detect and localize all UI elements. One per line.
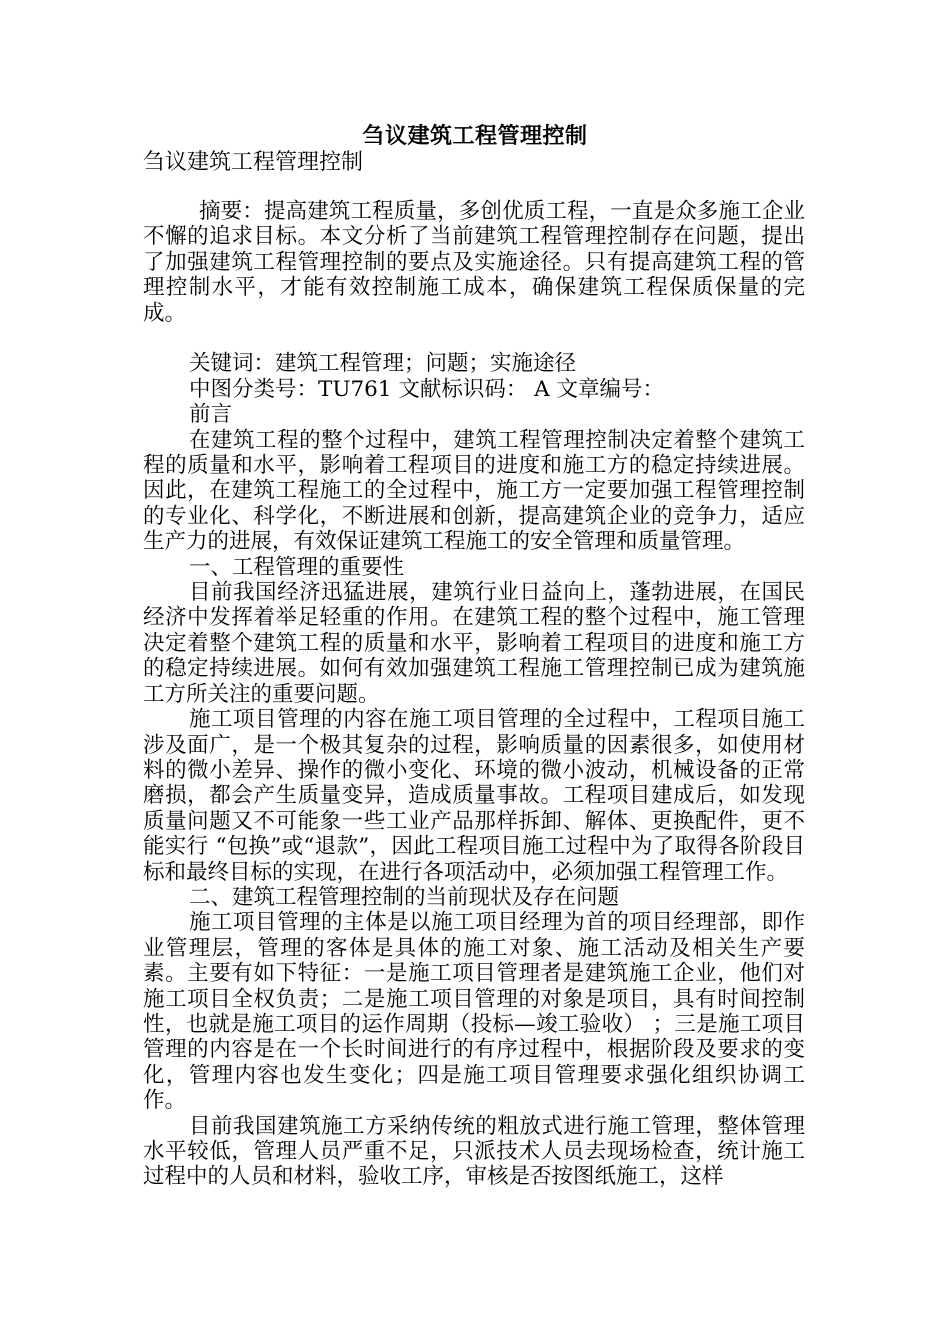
section2-paragraph-1: 施工项目管理的主体是以施工项目经理为首的项目经理部，即作业管理层，管理的客体是具体的施工对象、施工活动及相关生产要素。主要有如下特征：一是施工项目管理者是建筑施工企业，他们对施工项目全权负责；二是施工项目管理的对象是项目，具有时间控制性，也就是施工项目的运作周期（投标—竣工验收） ；三是施工项目管理的内容是在一个长时间进行的有序过程中，根据阶段及要求的变化，管理内容也发生变化；四是施工项目管理要求强化组织协调工作。 (143, 910, 805, 1114)
document-subtitle: 刍议建筑工程管理控制 (143, 150, 364, 175)
keywords-line: 关键词：建筑工程管理；问题；实施途径 (189, 351, 577, 377)
section1-paragraph-2: 施工项目管理的内容在施工项目管理的全过程中，工程项目施工涉及面广，是一个极其复杂的过程，影响质量的因素很多，如使用材料的微小差异、操作的微小变化、环境的微小波动，机械设备的正常磨损，都会产生质量变异，造成质量事故。工程项目建成后，如发现质量问题又不可能象一些工业产品那样拆卸、解体、更换配件，更不能实行 “包换”或“退款”，因此工程项目施工过程中为了取得各阶段目标和最终目标的实现，在进行各项活动中，必须加强工程管理工作。 (143, 707, 805, 885)
preface-paragraph: 在建筑工程的整个过程中，建筑工程管理控制决定着整个建筑工程的质量和水平，影响着工程项目的进度和施工方的稳定持续进展。因此，在建筑工程施工的全过程中，施工方一定要加强工程管理控制的专业化、科学化，不断进展和创新，提高建筑企业的竞争力，适应生产力的进展，有效保证建筑工程施工的安全管理和质量管理。 (143, 427, 805, 555)
abstract-paragraph: 摘要：提高建筑工程质量，多创优质工程，一直是众多施工企业不懈的追求目标。本文分析了当前建筑工程管理控制存在问题，提出了加强建筑工程管理控制的要点及实施途径。只有提高建筑工程的管理控制水平，才能有效控制施工成本，确保建筑工程保质保量的完成。 (143, 199, 805, 326)
section1-paragraph-1: 目前我国经济迅猛进展，建筑行业日益向上，蓬勃进展，在国民经济中发挥着举足轻重的作用。在建筑工程的整个过程中，施工管理决定着整个建筑工程的质量和水平，影响着工程项目的进度和施工方的稳定持续进展。如何有效加强建筑工程施工管理控制已成为建筑施工方所关注的重要问题。 (143, 580, 805, 707)
section1-heading: 一、工程管理的重要性 (189, 554, 405, 580)
section2-paragraph-2: 目前我国建筑施工方采纳传统的粗放式进行施工管理，整体管理水平较低，管理人员严重不足，只派技术人员去现场检查，统计施工过程中的人员和材料，验收工序，审核是否按图纸施工，这样 (143, 1113, 805, 1190)
classification-line: 中图分类号：TU761 文献标识码： A 文章编号： (189, 376, 665, 402)
document-title: 刍议建筑工程管理控制 (362, 123, 588, 149)
document-body (143, 199, 805, 1190)
section2-heading: 二、建筑工程管理控制的当前现状及存在问题 (189, 884, 620, 910)
preface-heading: 前言 (189, 402, 233, 428)
blank-line (143, 326, 805, 351)
